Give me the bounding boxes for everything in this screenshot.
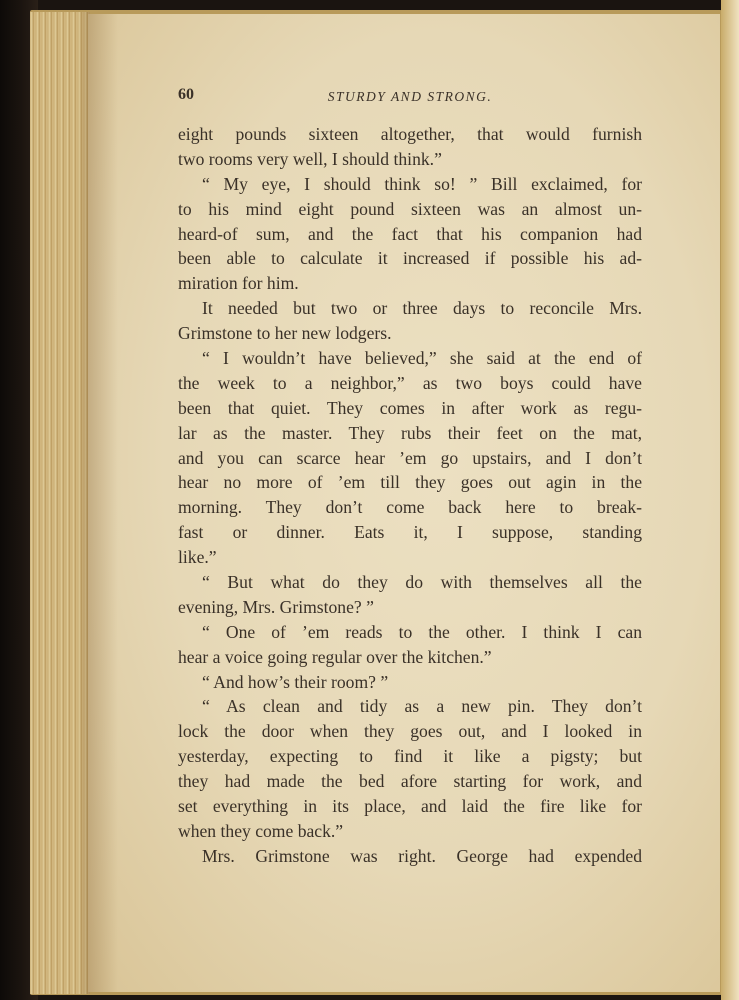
text-line: and you can scarce hear ’em go upstairs, and I don’t — [178, 447, 642, 468]
text-line: set everything in its place, and laid the fire like for — [178, 796, 642, 817]
text-line: the week to a neighbor,” as two boys could have — [178, 372, 642, 393]
text-line: “ My eye, I should think so! ” Bill exclaimed, for — [202, 173, 642, 194]
text-line: evening, Mrs. Grimstone? ” — [178, 596, 374, 617]
text-line: heard-of sum, and the fact that his companion had — [178, 223, 642, 244]
text-line: to his mind eight pound sixteen was an almost un- — [178, 198, 642, 219]
text-area — [178, 86, 642, 869]
page-edges — [30, 12, 90, 994]
running-head: STURDY AND STRONG. — [327, 89, 493, 104]
text-line: morning. They don’t come back here to break- — [178, 497, 642, 518]
text-line: miration for him. — [178, 273, 299, 294]
body-text — [178, 122, 642, 869]
text-line: hear a voice going regular over the kitchen.” — [178, 646, 492, 667]
text-line: eight pounds sixteen altogether, that would furnish — [178, 124, 642, 144]
page-header — [178, 86, 642, 110]
text-line: “ One of ’em reads to the other. I think I can — [202, 621, 642, 642]
text-line: “ I wouldn’t have believed,” she said at the end of — [202, 348, 642, 369]
text-line: “ But what do they do with themselves all the — [202, 572, 642, 593]
page-number: 60 — [178, 86, 194, 103]
text-line: lar as the master. They rubs their feet on the mat, — [178, 422, 642, 443]
text-line: fast or dinner. Eats it, I suppose, standing — [178, 522, 642, 543]
text-line: two rooms very well, I should think.” — [178, 148, 442, 169]
text-line: yesterday, expecting to find it like a pigsty; but — [178, 746, 642, 767]
text-line: It needed but two or three days to reconcile Mrs. — [202, 298, 642, 319]
text-line: lock the door when they goes out, and I looked in — [178, 721, 642, 742]
facing-page-edge — [721, 0, 739, 1000]
text-line: when they come back.” — [178, 820, 344, 841]
text-line: been that quiet. They comes in after work as regu- — [178, 397, 642, 418]
text-line: “ As clean and tidy as a new pin. They don’t — [202, 696, 642, 717]
text-line: like.” — [178, 547, 217, 568]
text-line: hear no more of ’em till they goes out agin in the — [178, 472, 642, 493]
text-line: Grimstone to her new lodgers. — [178, 323, 392, 344]
text-line: been able to calculate it increased if possible his ad- — [178, 248, 642, 269]
text-line: they had made the bed afore starting for work, and — [178, 771, 642, 792]
text-line: “ And how’s their room? ” — [202, 671, 389, 692]
text-line: Mrs. Grimstone was right. George had expended — [202, 845, 642, 866]
